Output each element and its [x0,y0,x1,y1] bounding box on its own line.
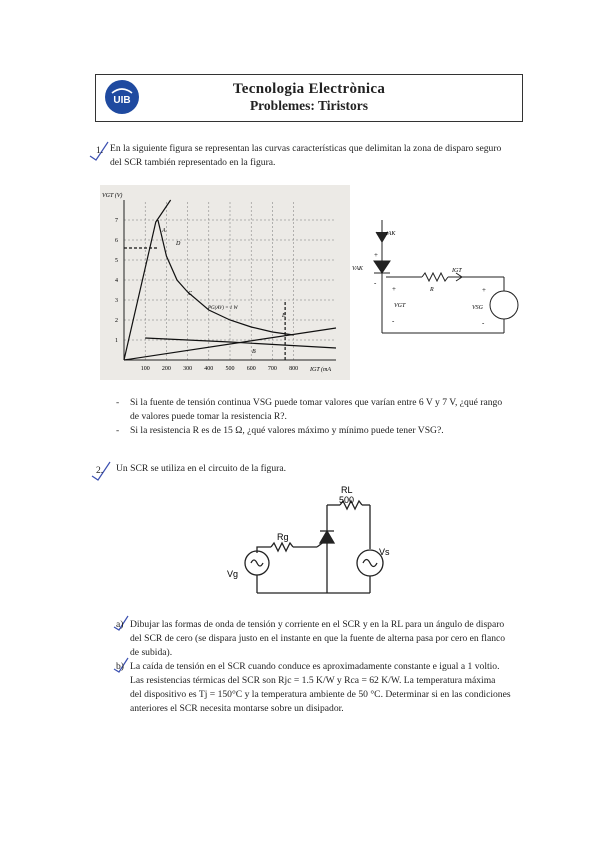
scr-symbol-2 [320,531,334,543]
curve-label-e: E [282,313,286,319]
label-minus-2: - [392,317,395,325]
problem1-text-line1: En la siguiente figura se representan las curvas características que delimitan la zona de disparo seguro [110,143,502,154]
label-minus-1: - [374,279,377,287]
label-igt: IGT [452,268,462,274]
label-vs: Vs [379,547,390,557]
y-tick-label: 6 [115,238,118,244]
power-label: PG(AV) = 1 W [208,306,238,311]
label-iak: iAK [386,231,396,237]
vsg-source-icon [490,291,518,319]
y-tick-label: 5 [115,258,118,264]
part-b-line2: Las resistencias térmicas del SCR son Rjc = 1.5 K/W y Rca = 62 K/W. La temperatura máxima [130,675,496,686]
scr-circuit-2 [225,485,395,605]
part-b-line4: anteriores el SCR necesita montarse sobre un disipador. [130,703,344,714]
bullet1-line1: Si la fuente de tensión continua VSG puede tomar valores que varían entre 6 V y 7 V, ¿qué rango [130,397,503,408]
bullet2: Si la resistencia R es de 15 Ω, ¿qué valores máximo y mínimo puede tener VSG?. [130,425,444,436]
label-plus-1: + [374,251,378,259]
chart-xlabel: IGT (mA [310,367,332,373]
problem1-text-line2: del SCR también representado en la figura. [110,157,276,168]
header-box [95,74,523,122]
y-tick-label: 7 [115,218,118,224]
x-tick-label: 400 [204,366,214,372]
curve-label-a: A [162,228,166,234]
curve-label-d: D [176,241,181,247]
label-vsg: VSG [472,305,483,311]
y-tick-label: 4 [115,278,118,284]
x-tick-label: 100 [140,366,150,372]
part-b-label: b) [116,661,124,672]
label-plus-3: + [482,286,486,294]
x-tick-label: 200 [161,366,171,372]
label-vg: Vg [227,569,239,579]
bullet-dash-2: - [116,425,120,436]
x-tick-label: 300 [183,366,193,372]
x-tick-label: 500 [225,366,235,372]
trigger-curve-chart [100,185,350,380]
y-tick-label: 2 [115,318,118,324]
label-r: R [430,287,434,293]
scr-symbol [374,261,390,273]
y-tick-label: 1 [115,338,118,344]
problem2-number: 2. [96,465,104,476]
part-b-line1: La caída de tensión en el SCR cuando conduce es aproximadamente constante e igual a 1 voltio. [130,661,500,672]
label-minus-3: - [482,319,485,327]
label-plus-2: + [392,285,396,293]
problem2-text: Un SCR se utiliza en el circuito de la figura. [116,463,286,474]
bullet-dash-1: - [116,397,120,408]
x-tick-label: 600 [246,366,256,372]
part-b-line3: del dispositivo es Tj = 150°C y la temperatura ambiente de 50 °C. Determinar si en las condiciones [130,689,511,700]
part-a-line3: de subida). [130,647,173,658]
curve-label-b: B [252,349,256,355]
part-a-label: a) [116,619,124,630]
label-rl-value: 500 [339,495,355,505]
resistor-r [422,273,448,281]
label-rg: Rg [277,532,289,542]
curve-label-c: C [188,291,193,297]
x-tick-label: 800 [289,366,299,372]
logo-text: UIB [113,95,131,106]
label-vgt: VGT [394,303,406,309]
resistor-rg [271,543,293,551]
scr-circuit-1 [352,215,527,345]
page-subtitle: Problemes: Tiristors [249,98,369,113]
label-rl: RL [341,485,353,495]
y-tick-label: 3 [115,298,118,304]
x-tick-label: 700 [267,366,277,372]
part-a-line2: del SCR de cero (se dispara justo en el instante en que la fuente de alterna pasa por cero en flanco [130,633,506,644]
problem1-number: 1. [96,145,104,156]
label-vak: VAK [352,266,363,272]
page-title: Tecnologia Electrònica [232,81,386,97]
bullet1-line2: de valores puede tomar la resistencia R?. [130,411,287,422]
part-a-line1: Dibujar las formas de onda de tensión y corriente en el SCR y en la RL para un ángulo de disparo [130,619,505,630]
chart-ylabel: VGT (V) [102,193,123,199]
